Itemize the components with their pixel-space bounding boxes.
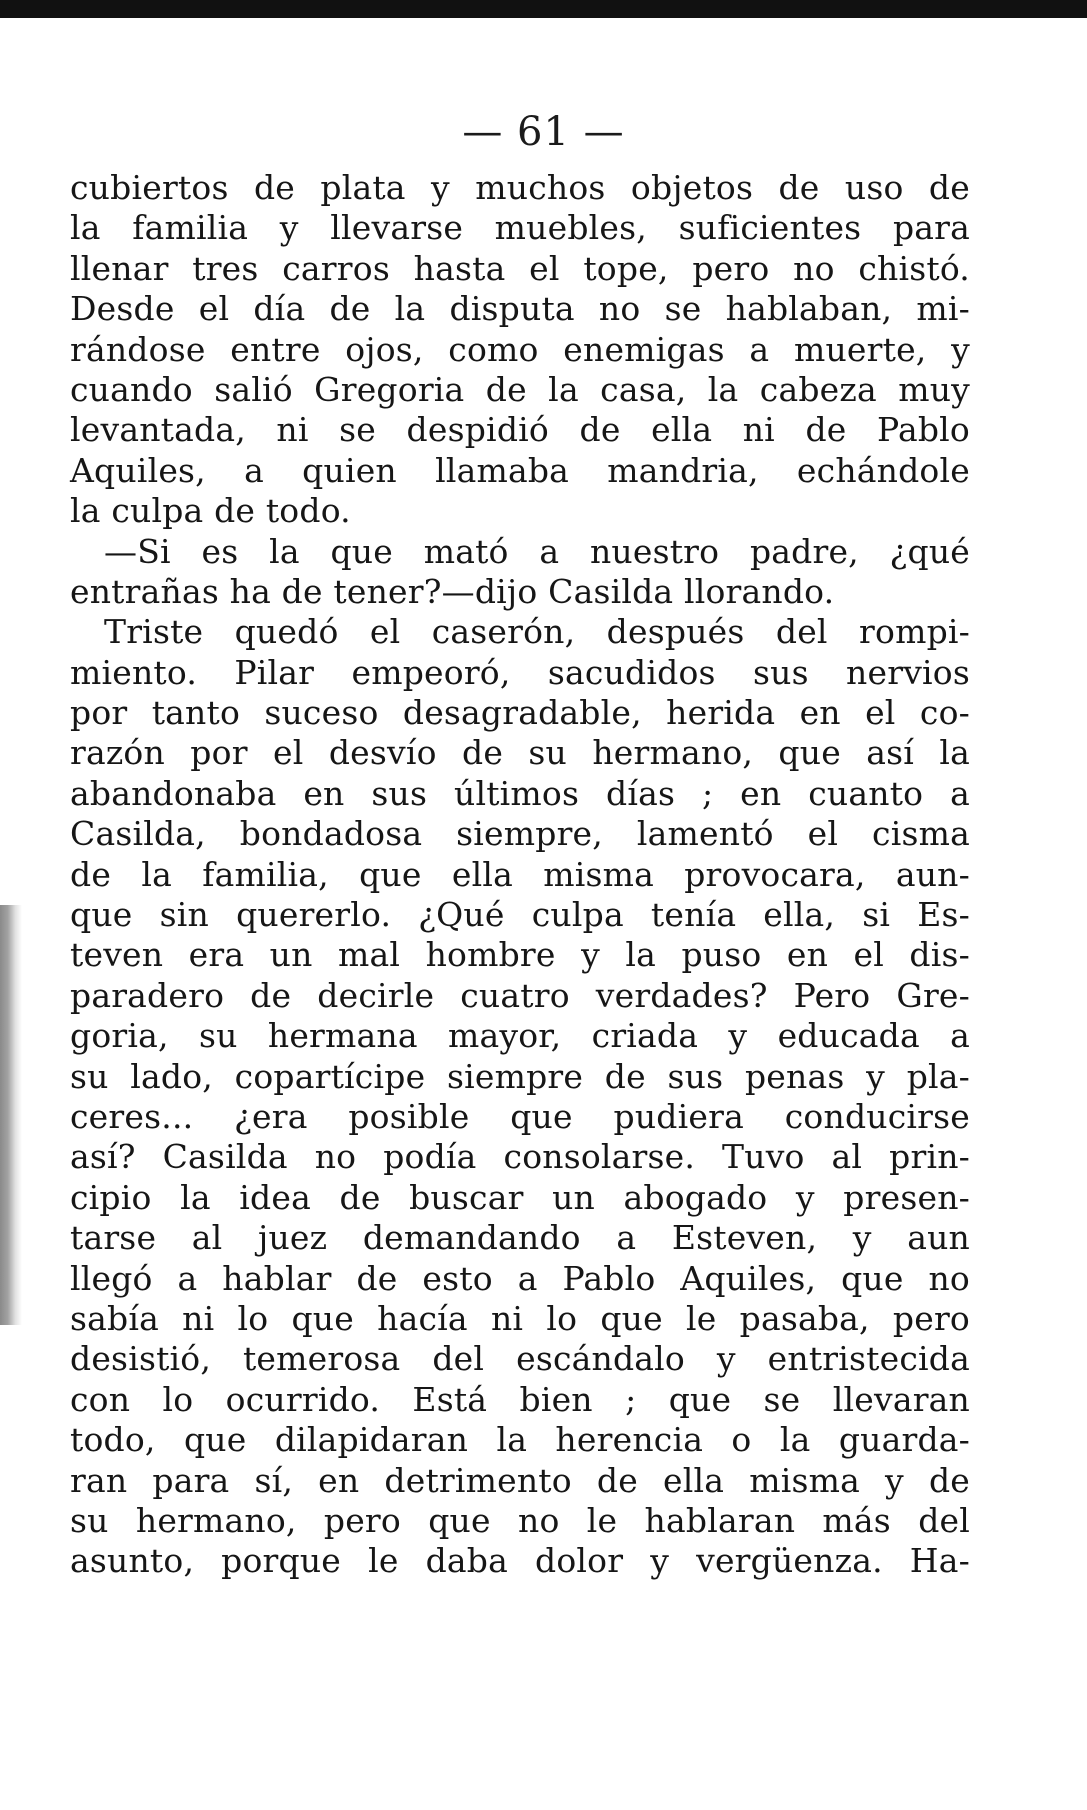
- paragraph-start-line: Triste quedó el caserón, después del rompi-: [104, 612, 970, 652]
- text-line: de la familia, que ella misma provocara, aun-: [70, 854, 970, 894]
- text-line: llenar tres carros hasta el tope, pero no chistó.: [70, 248, 970, 288]
- text-line: levantada, ni se despidió de ella ni de Pablo: [70, 410, 970, 450]
- text-line: rándose entre ojos, como enemigas a muerte, y: [70, 329, 970, 369]
- top-border-rule: [0, 0, 1087, 18]
- text-line: asunto, porque le daba dolor y vergüenza. Ha-: [70, 1541, 970, 1581]
- text-line: ceres... ¿era posible que pudiera conducirse: [70, 1096, 970, 1136]
- text-line: Casilda, bondadosa siempre, lamentó el cisma: [70, 814, 970, 854]
- body-text: [70, 168, 970, 1582]
- paragraph-end-line: entrañas ha de tener?—dijo Casilda llorando.: [70, 571, 835, 611]
- text-line: por tanto suceso desagradable, herida en el co-: [70, 693, 970, 733]
- dialogue-line: —Si es la que mató a nuestro padre, ¿qué: [104, 531, 970, 571]
- left-margin-binding-shadow: [0, 905, 22, 1325]
- text-line: así? Casilda no podía consolarse. Tuvo al prin-: [70, 1137, 970, 1177]
- text-line: teven era un mal hombre y la puso en el dis-: [70, 935, 970, 975]
- page-number: — 61 —: [462, 109, 625, 155]
- text-line: cipio la idea de buscar un abogado y presen-: [70, 1177, 970, 1217]
- text-line: llegó a hablar de esto a Pablo Aquiles, que no: [70, 1258, 970, 1298]
- text-line: su hermano, pero que no le hablaran más del: [70, 1500, 970, 1540]
- text-line: cubiertos de plata y muchos objetos de uso de: [70, 168, 970, 207]
- text-line: cuando salió Gregoria de la casa, la cabeza muy: [70, 369, 970, 409]
- text-line: con lo ocurrido. Está bien ; que se llevaran: [70, 1379, 970, 1419]
- text-line: su lado, copartícipe siempre de sus penas y pla-: [70, 1056, 970, 1096]
- text-line: miento. Pilar empeoró, sacudidos sus nervios: [70, 652, 970, 692]
- text-line: razón por el desvío de su hermano, que así la: [70, 733, 970, 773]
- text-line: goria, su hermana mayor, criada y educada a: [70, 1016, 970, 1056]
- text-line: tarse al juez demandando a Esteven, y aun: [70, 1218, 970, 1258]
- text-line: todo, que dilapidaran la herencia o la guarda-: [70, 1420, 970, 1460]
- text-line: paradero de decirle cuatro verdades? Pero Gre-: [70, 975, 970, 1015]
- text-line: la familia y llevarse muebles, suficientes para: [70, 208, 970, 248]
- text-line: desistió, temerosa del escándalo y entristecida: [70, 1339, 970, 1379]
- paragraph-end-line: la culpa de todo.: [70, 491, 351, 531]
- text-line: ran para sí, en detrimento de ella misma y de: [70, 1460, 970, 1500]
- text-line: Aquiles, a quien llamaba mandria, echándole: [70, 450, 970, 490]
- text-line: abandonaba en sus últimos días ; en cuanto a: [70, 773, 970, 813]
- text-line: sabía ni lo que hacía ni lo que le pasaba, pero: [70, 1298, 970, 1338]
- text-line: Desde el día de la disputa no se hablaban, mi-: [70, 289, 970, 329]
- text-line: que sin quererlo. ¿Qué culpa tenía ella, si Es-: [70, 895, 970, 935]
